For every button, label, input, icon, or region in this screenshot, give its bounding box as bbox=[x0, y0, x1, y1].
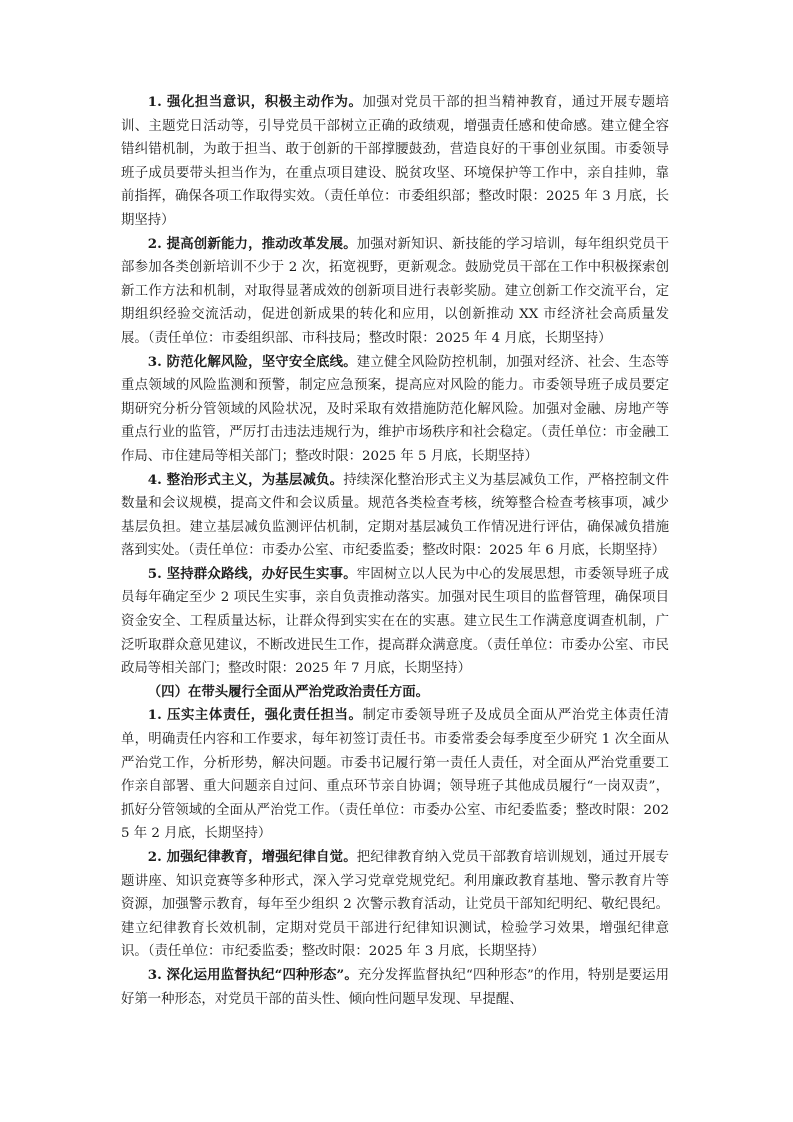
paragraph-7-body: 把纪律教育纳入党员干部教育培训规划，通过开展专题讲座、知识竞赛等多种形式，深入学习党章党规党纪。利用廉政教育基地、警示教育片等资源，加强警示教育，每年至少组织 2 次警示教育活动，让党员干部知纪明纪、敬纪畏纪。建立纪律教育长效机制，定期对党员干部进行纪律知识测试，检验学习效果，增强纪律意识。（责任单位：市纪委监委；整改时限：2025 年 3 月底，长期坚持） bbox=[121, 850, 670, 960]
paragraph-6-lead: 1. 压实主体责任，强化责任担当。 bbox=[147, 707, 363, 724]
paragraph-3 bbox=[121, 351, 669, 469]
paragraph-1-body: 加强对党员干部的担当精神教育，通过开展专题培训、主题党日活动等，引导党员干部树立正确的政绩观，增强责任感和使命感。建立健全容错纠错机制，为敢于担当、敢于创新的干部撑腰鼓劲，营造良好的干事创业氛围。市委领导班子成员要带头担当作为，在重点项目建设、脱贫攻坚、环境保护等工作中，亲自挂帅，靠前指挥，确保各项工作取得实效。（责任单位：市委组织部；整改时限：2025 年 3 月底，长期坚持） bbox=[121, 95, 670, 228]
document-page bbox=[121, 91, 669, 1011]
paragraph-7-lead: 2. 加强纪律教育，增强纪律自觉。 bbox=[147, 849, 357, 865]
paragraph-4-body: 持续深化整治形式主义为基层减负工作，严格控制文件数量和会议规模，提高文件和会议质量。规范各类检查考核，统筹整合检查考核事项，减少基层负担。建立基层减负监测评估机制，定期对基层减负工作情况进行评估，确保减负措施落到实处。（责任单位：市委办公室、市纪委监委；整改时限：2025 年 6 月底，长期坚持） bbox=[121, 472, 670, 559]
paragraph-3-lead: 3. 防范化解风险，坚守安全底线。 bbox=[147, 353, 357, 370]
paragraph-5-body: 牢固树立以人民为中心的发展思想，市委领导班子成员每年确定至少 2 项民生实事，亲自负责推动落实。加强对民生项目的监督管理，确保项目资金安全、工程质量达标，让群众得到实实在在的实惠。建立民生工作满意度调查机制，广泛听取群众意见建议，不断改进民生工作，提高群众满意度。（责任单位：市委办公室、市民政局等相关部门；整改时限：2025 年 7 月底，长期坚持） bbox=[121, 566, 670, 677]
paragraph-2-body: 加强对新知识、新技能的学习培训，每年组织党员干部参加各类创新培训不少于 2 次，拓宽视野，更新观念。鼓励党员干部在工作中积极探索创新工作方法和机制，对取得显著成效的创新项目进行表彰奖励。建立创新工作交流平台，定期组织经验交流活动，促进创新成果的转化和应用，以创新推动 XX 市经济社会高质量发展。（责任单位：市委组织部、市科技局；整改时限：2025 年 4 月底，长期坚持） bbox=[121, 236, 670, 346]
paragraph-1-lead: 1. 强化担当意识，积极主动作为。 bbox=[147, 94, 363, 110]
paragraph-8-lead: 3. 深化运用监督执纪“四种形态”。 bbox=[147, 966, 358, 983]
paragraph-1 bbox=[121, 91, 669, 233]
paragraph-6 bbox=[121, 704, 669, 846]
paragraph-2-lead: 2. 提高创新能力，推动改革发展。 bbox=[147, 235, 357, 252]
paragraph-5 bbox=[121, 563, 669, 681]
paragraph-3-body: 建立健全风险防控机制，加强对经济、社会、生态等重点领域的风险监测和预警，制定应急预案，提高应对风险的能力。市委领导班子成员要定期研究分析分管领域的风险状况，及时采取有效措施防范化解风险。加强对金融、房地产等重点行业的监管，严厉打击违法违规行为，维护市场秩序和社会稳定。（责任单位：市金融工作局、市住建局等相关部门；整改时限：2025 年 5 月底，长期坚持） bbox=[121, 354, 670, 464]
paragraph-5-lead: 5. 坚持群众路线，办好民生实事。 bbox=[147, 565, 357, 582]
paragraph-6-body: 制定市委领导班子及成员全面从严治党主体责任清单，明确责任内容和工作要求，每年初签订责任书。市委常委会每季度至少研究 1 次全面从严治党工作，分析形势，解决问题。市委书记履行第一责任人责任，对全面从严治党重要工作亲自部署、重大问题亲自过问、重点环节亲自协调；领导班子其他成员履行“一岗双责”，抓好分管领域的全面从严治党工作。（责任单位：市委办公室、市纪委监委；整改时限：2025 年 2 月底，长期坚持） bbox=[121, 708, 670, 842]
paragraph-4 bbox=[121, 469, 669, 563]
paragraph-7 bbox=[121, 846, 669, 964]
section-heading: （四）在带头履行全面从严治党政治责任方面。 bbox=[147, 683, 429, 700]
paragraph-4-lead: 4. 整治形式主义，为基层减负。 bbox=[147, 471, 344, 488]
paragraph-8 bbox=[121, 964, 669, 1011]
paragraph-2 bbox=[121, 233, 669, 351]
paragraph-8-body: 充分发挥监督执纪“四种形态”的作用，特别是要运用好第一种形态，对党员干部的苗头性、倾向性问题早发现、早提醒、 bbox=[121, 967, 669, 1007]
